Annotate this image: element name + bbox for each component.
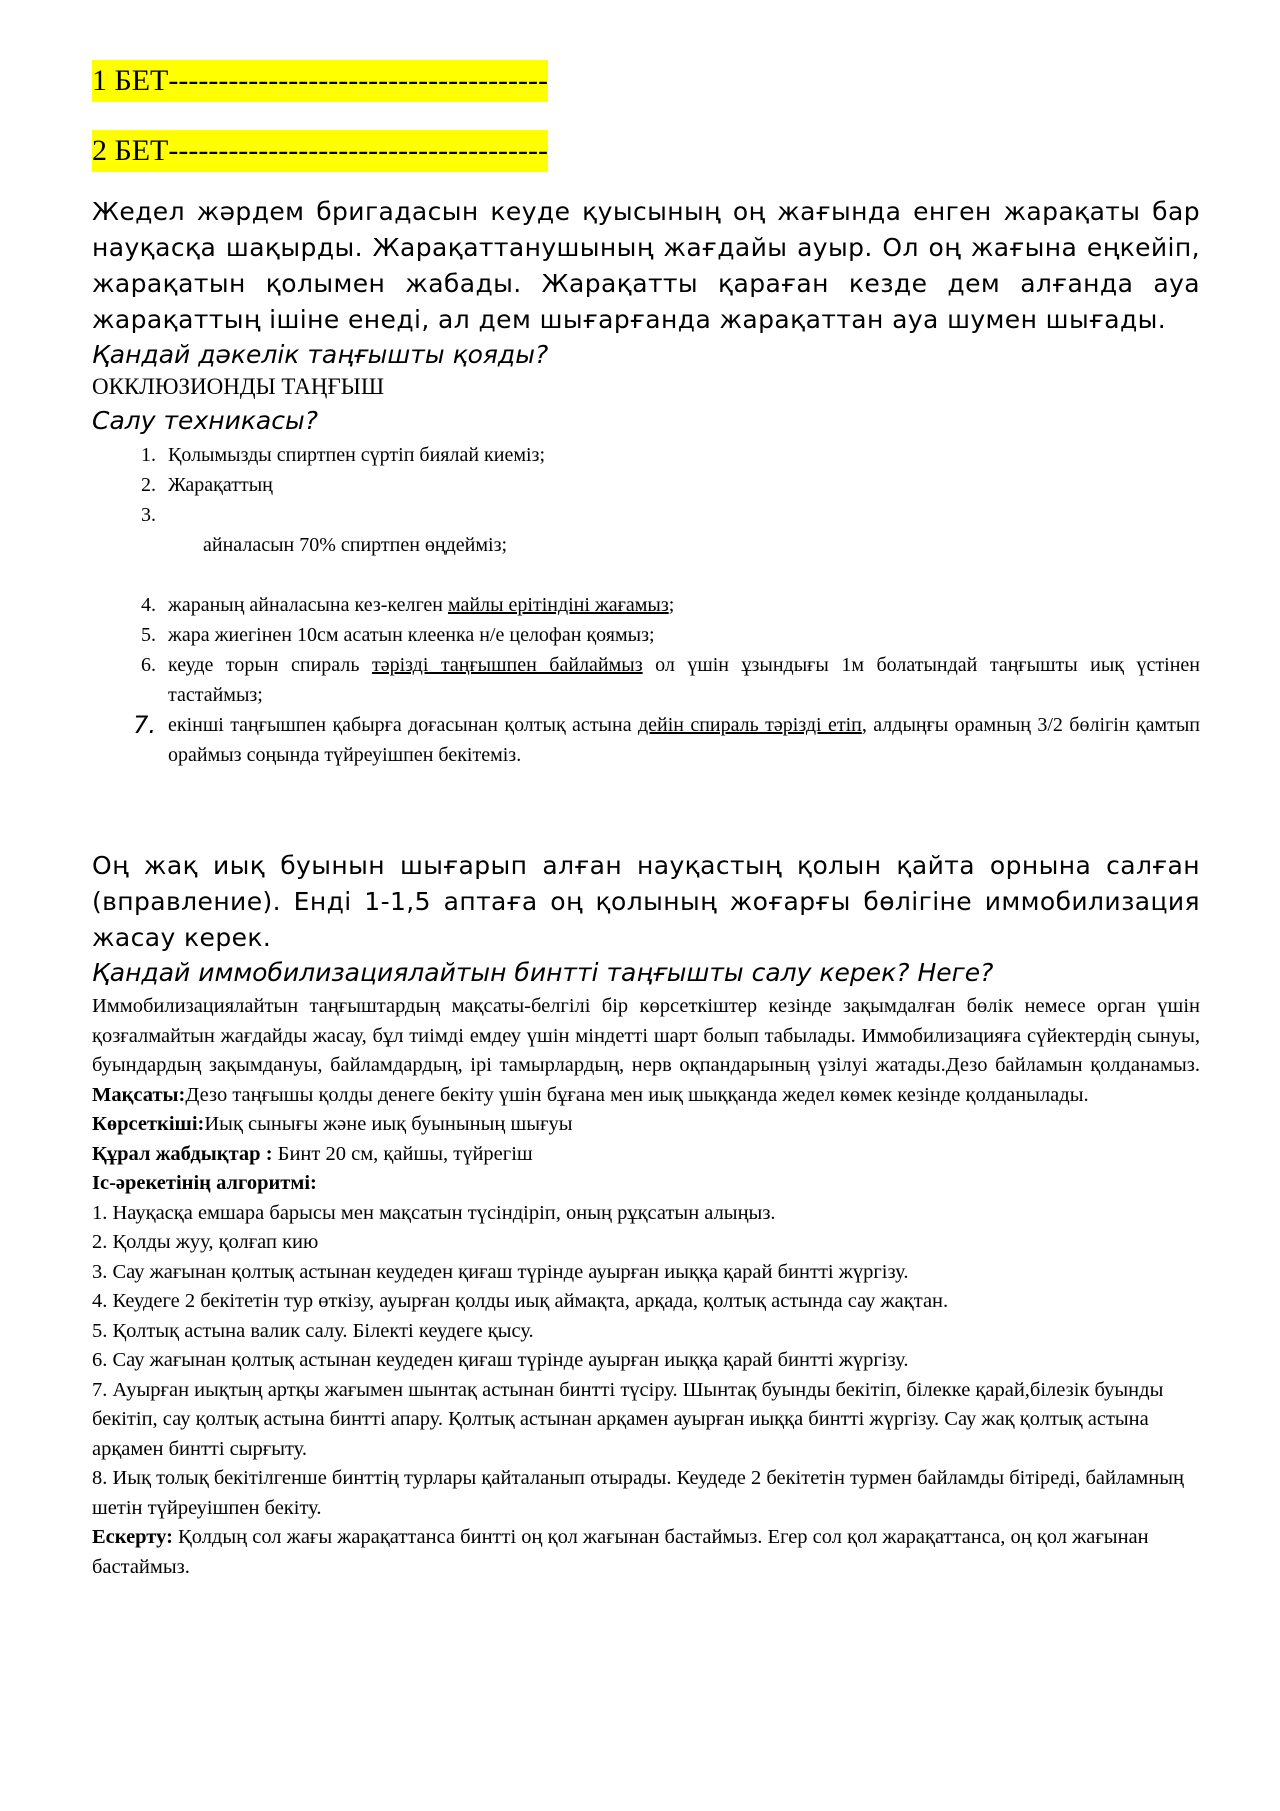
- list-item-number: 2.: [141, 474, 156, 496]
- list-item-text: екінші таңғышпен қабырға доғасынан қолтық астына: [168, 714, 638, 736]
- case2-algorithm-heading: [92, 1169, 1200, 1199]
- case1-steps-list: [92, 440, 1200, 770]
- list-item-number: 6.: [141, 654, 156, 676]
- list-item: 8. Иық толық бекітілгенше бинттің турлары қайталанып отырады. Кеудеде 2 бекітетін турмен байламды бітіреді, байламның шетін түйреуішпен бекіту.: [92, 1467, 1184, 1519]
- case1-answer: ОККЛЮЗИОНДЫ ТАҢҒЫШ: [92, 374, 385, 399]
- list-item: [92, 590, 1200, 620]
- case2-indication: [92, 1110, 1200, 1140]
- list-item: 7. Ауырған иықтың артқы жағымен шынтақ астынан бинтті түсіру. Шынтақ буынды бекітіп, білекке қарай,білезік буынды бекітіп, сау қолтық астына бинтті апару. Қолтық астынан арқамен ауырған иыққа бинтті жүргізу. Сау жақ қолтық астына арқамен бинтті сырғыту.: [92, 1378, 1164, 1460]
- list-item: [92, 620, 1200, 650]
- list-item: [92, 470, 1200, 500]
- list-item-number: 3.: [141, 504, 156, 526]
- list-item-text: Жарақаттың: [168, 474, 273, 496]
- list-item-text-end: ол үшін ұзындығы 1м болатындай таңғышты иық үстінен тастаймыз;: [168, 654, 1200, 706]
- document-page: [92, 0, 1200, 1582]
- page1-header: [92, 60, 1200, 102]
- case2-note-label: Ескерту:: [92, 1526, 173, 1548]
- page2-header: [92, 130, 1200, 172]
- case1-scenario: Жедел жәрдем бригадасын кеуде қуысының оң жағында енген жарақаты бар науқасқа шақырды. Жарақаттанушының жағдайы ауыр. Ол оң жағына еңкейіп, жарақатын қолымен жабады. Жарақатты қараған кезде дем алғанда ауа жарақаттың ішіне енеді, ал дем шығарғанда жарақаттан ауа шумен шығады.: [92, 197, 1200, 334]
- case2-note-text: Қолдың сол жағы жарақаттанса бинтті оң қол жағынан бастаймыз. Егер сол қол жарақаттанса, оң қол жағынан бастаймыз.: [92, 1526, 1154, 1578]
- case1-technique-question: Салу техникасы?: [92, 406, 319, 435]
- list-item: 2. Қолды жуу, қолғап кию: [92, 1231, 319, 1253]
- list-item-text: айналасын 70% спиртпен өңдейміз;: [198, 534, 508, 556]
- list-item-text-end: , алдыңғы орамның 3/2 бөлігін қамтып ораймыз соңында түйреуішпен бекітеміз.: [168, 714, 1200, 766]
- list-item: [92, 500, 1200, 590]
- case2-algorithm-list: [92, 1199, 1200, 1524]
- list-item: 1. Науқасқа емшара барысы мен мақсатын түсіндіріп, оның рұқсатын алыңыз.: [92, 1201, 776, 1224]
- list-item-underlined: дейін спираль тәрізді етіп: [637, 714, 862, 736]
- case2-tools-label: Құрал жабдықтар :: [92, 1142, 273, 1165]
- list-item-underlined: тәрізді таңғышпен байлаймыз: [371, 654, 643, 676]
- case2-tools-text: Бинт 20 см, қайшы, түйрегіш: [272, 1142, 533, 1165]
- list-item: 5. Қолтық астына валик салу. Білекті кеудеге қысу.: [92, 1319, 534, 1342]
- case2-indication-label: Көрсеткіші:: [92, 1113, 205, 1135]
- list-item-text-end: ;: [668, 594, 675, 616]
- case2-note: [92, 1523, 1200, 1582]
- case2-question: Қандай иммобилизациялайтын бинтті таңғышты салу керек? Неге?: [92, 958, 994, 987]
- list-item: [92, 440, 1200, 470]
- list-item: 3. Сау жағынан қолтық астынан кеудеден қиғаш түрінде ауырған иыққа қарай бинтті жүргізу.: [92, 1260, 909, 1283]
- case1-question: Қандай дәкелік таңғышты қояды?: [92, 340, 549, 369]
- case2-scenario: Оң жақ иық буынын шығарып алған науқастың қолын қайта орнына салған (вправление). Енді 1-1,5 аптаға оң қолының жоғарғы бөлігіне иммобилизация жасау керек.: [92, 851, 1200, 952]
- list-item: [92, 650, 1200, 710]
- list-item-number: 1.: [141, 444, 156, 466]
- list-item: [92, 710, 1200, 770]
- list-item-underlined: майлы ерітіндіні жағамыз: [448, 594, 669, 616]
- case2-algorithm-label: Іс-әрекетінің алгоритмі:: [92, 1172, 317, 1194]
- list-item-text: жараның айналасына кез-келген: [168, 594, 448, 616]
- list-item-number: 4.: [141, 594, 156, 616]
- page2-header-text: 2 БЕТ--------------------------------------: [92, 130, 548, 172]
- page1-header-text: 1 БЕТ--------------------------------------: [92, 60, 548, 102]
- list-item-text: кеуде торын спираль: [168, 654, 372, 676]
- case2-goal-label: Мақсаты:: [92, 1083, 186, 1106]
- list-item-number: 7.: [133, 711, 156, 739]
- case2-tools: [92, 1140, 1200, 1170]
- list-item-text: Қолымызды спиртпен сүртіп биялай киеміз;: [168, 444, 546, 466]
- list-item-number: 5.: [141, 624, 156, 646]
- case2-intro: [92, 992, 1200, 1110]
- case2-intro-text: Иммобилизациялайтын таңғыштардың мақсаты-белгілі бір көрсеткіштер кезінде зақымдалған бөлік немесе орган үшін қозғалмайтын жағдайды жасау, бұл тиімді емдеу үшін міндетті шарт болып табылады. Иммобилизацияға сүйектердің сынуы, буындардың зақымдануы, байламдардың, ірі тамырлардың, нерв оқпандарының үзілуі жатады.Дезо байламын қолданамыз.: [92, 995, 1200, 1076]
- list-item-text: жара жиегінен 10см асатын клеенка н/е целофан қоямыз;: [168, 624, 655, 646]
- list-item: 4. Кеудеге 2 бекітетін тур өткізу, ауырған қолды иық аймақта, арқада, қолтық астында сау жақтан.: [92, 1290, 949, 1312]
- case2-indication-text: Иық сынығы және иық буынының шығуы: [204, 1113, 573, 1135]
- list-item: 6. Сау жағынан қолтық астынан кеудеден қиғаш түрінде ауырған иыққа қарай бинтті жүргізу.: [92, 1349, 909, 1371]
- case2-goal-text: Дезо таңғышы қолды денеге бекіту үшін бұғана мен иық шыққанда жедел көмек кезінде қолданылады.: [185, 1083, 1089, 1106]
